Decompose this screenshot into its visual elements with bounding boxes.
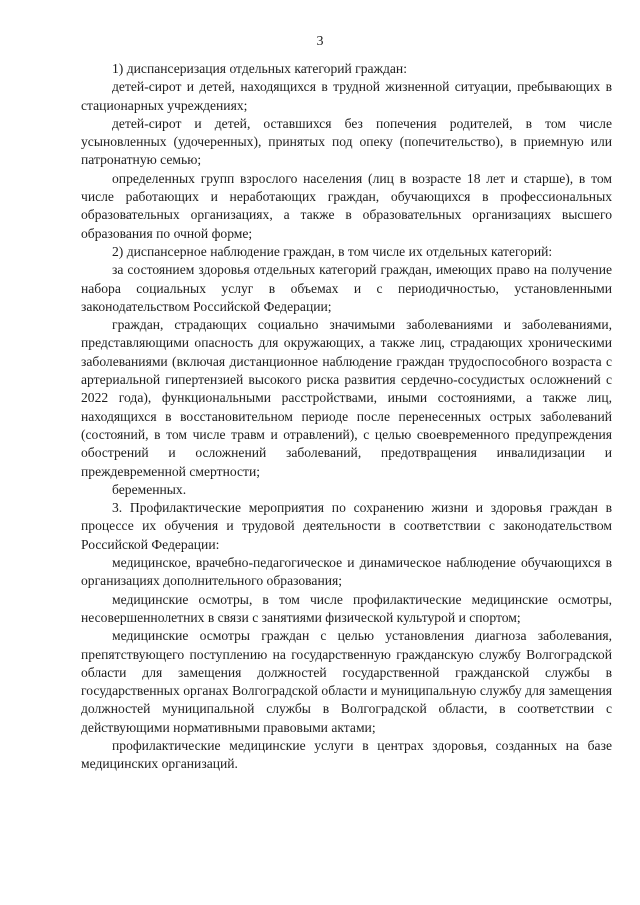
- paragraph-3-preventive-measures: 3. Профилактические мероприятия по сохранению жизни и здоровья граждан в процессе их обучения и трудовой деятельности в соответствии с законодательством Российской Федерации:: [81, 500, 612, 552]
- document-body: [81, 60, 612, 774]
- paragraph-adult-population-groups: определенных групп взрослого населения (лиц в возрасте 18 лет и старше), в том числе работающих и неработающих граждан, обучающихся в профессиональных образовательных организациях, а также в образовательных организациях высшего образования по очной форме;: [81, 170, 612, 241]
- paragraph-1-dispanserization: 1) диспансеризация отдельных категорий граждан:: [112, 61, 407, 76]
- paragraph-orphans-difficult-situation: детей-сирот и детей, находящихся в трудной жизненной ситуации, пребывающих в стационарных учреждениях;: [81, 79, 612, 113]
- paragraph-pedagogical-observation: медицинское, врачебно-педагогическое и динамическое наблюдение обучающихся в организациях дополнительного образования;: [81, 555, 612, 589]
- paragraph-minors-sport-exams: медицинские осмотры, в том числе профилактические медицинские осмотры, несовершеннолетних в связи с занятиями физической культурой и спортом;: [81, 591, 612, 625]
- paragraph-orphans-without-care: детей-сирот и детей, оставшихся без попечения родителей, в том числе усыновленных (удочеренных), принятых под опеку (попечительство), в приемную или патронатную семью;: [81, 115, 612, 168]
- paragraph-2-dispensary-observation: 2) диспансерное наблюдение граждан, в том числе их отдельных категорий:: [112, 243, 553, 259]
- paragraph-health-centers: профилактические медицинские услуги в центрах здоровья, созданных на базе медицинских организаций.: [81, 737, 612, 772]
- paragraph-social-services-categories: за состоянием здоровья отдельных категорий граждан, имеющих право на получение набора социальных услуг в объемах и с периодичностью, установленными законодательством Российской Федерации;: [81, 262, 612, 314]
- paragraph-socially-significant-diseases: граждан, страдающих социально значимыми заболеваниями и заболеваниями, представляющими опасность для окружающих, а также лиц, страдающих хроническими заболеваниями (включая дистанционное наблюдение граждан трудоспособного возраста с артериальной гипертензией высокого риска развития сердечно-сосудистых осложнений с 2022 года), функциональными расстройствами, иными состояниями, а также лиц, находящихся в восстановительном периоде после перенесенных острых заболеваний (состояний, в том числе травм и отравлений), с целью своевременного предупреждения обострений и осложнений заболеваний, предотвращения инвалидизации и преждевременной смертности;: [81, 317, 612, 479]
- page-number: 3: [316, 34, 324, 49]
- paragraph-pregnant: беременных.: [112, 481, 187, 497]
- paragraph-civil-service-exams: медицинские осмотры граждан с целью установления диагноза заболевания, препятствующего поступлению на государственную гражданскую службу Волгоградской области для замещения должностей государственной гражданской службы в государственных органах Волгоградской области и муниципальную службу для замещения должностей муниципальной службы в Волгоградской области, в соответствии с действующими нормативными правовыми актами;: [81, 628, 612, 735]
